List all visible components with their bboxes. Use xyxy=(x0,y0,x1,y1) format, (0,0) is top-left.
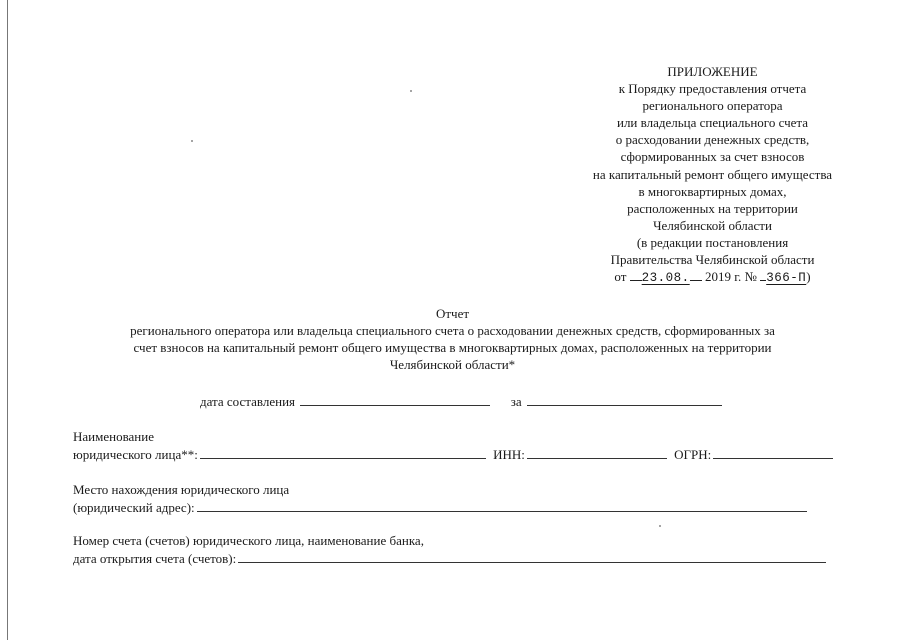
appendix-line: регионального оператора xyxy=(642,98,783,114)
date-label: дата составления xyxy=(200,394,295,409)
date-field[interactable] xyxy=(300,392,490,406)
appendix-line: о расходовании денежных средств, xyxy=(615,132,810,148)
account-label-line-1: Номер счета (счетов) юридического лица, наименование банка, xyxy=(73,533,424,548)
decree-date: 23.08. xyxy=(641,271,690,286)
inn-field[interactable] xyxy=(527,445,667,459)
entity-row xyxy=(73,445,833,463)
decree-date-pad xyxy=(690,268,702,281)
page-edge-line xyxy=(7,0,8,640)
address-row xyxy=(73,498,807,516)
decree-suffix: ) xyxy=(806,269,811,285)
decree-year: 2019 г. № xyxy=(704,269,757,285)
entity-name-field[interactable] xyxy=(200,445,486,459)
appendix-line: (в редакции постановления xyxy=(636,234,789,250)
appendix-line: в многоквартирных домах, xyxy=(638,183,787,199)
entity-label-line-1: Наименование xyxy=(73,429,154,444)
period-field[interactable] xyxy=(527,392,722,406)
appendix-title: ПРИЛОЖЕНИЕ xyxy=(667,64,758,79)
appendix-line: Челябинской области xyxy=(653,217,772,233)
appendix-line: расположенных на территории xyxy=(627,200,798,216)
appendix-line: сформированных за счет взносов xyxy=(620,149,805,165)
appendix-line: к Порядку предоставления отчета xyxy=(618,81,807,97)
decree-prefix: от xyxy=(614,269,627,285)
address-field[interactable] xyxy=(197,498,807,512)
account-label-line-2: дата открытия счета (счетов): xyxy=(73,551,237,566)
report-title-block xyxy=(60,305,845,373)
account-field[interactable] xyxy=(238,549,826,563)
appendix-line: на капитальный ремонт общего имущества xyxy=(592,166,833,182)
decree-date-line xyxy=(565,268,860,287)
ogrn-field[interactable] xyxy=(713,445,833,459)
report-subtitle-line: счет взносов на капитальный ремонт общего имущества в многоквартирных домах, расположенных на территории xyxy=(133,340,772,355)
decree-number: 366-П xyxy=(766,271,807,286)
report-title: Отчет xyxy=(435,306,470,321)
ogrn-label: ОГРН: xyxy=(674,447,712,462)
entity-label-line-2: юридического лица**: xyxy=(73,447,198,462)
period-label: за xyxy=(510,394,522,409)
address-label-line-2: (юридический адрес): xyxy=(73,500,195,515)
appendix-line: Правительства Челябинской области xyxy=(610,252,815,268)
account-row xyxy=(73,549,826,567)
appendix-header xyxy=(565,63,860,287)
scan-speck xyxy=(410,90,412,92)
appendix-line: или владельца специального счета xyxy=(616,115,808,131)
address-label-line-1: Место нахождения юридического лица xyxy=(73,482,290,497)
date-row xyxy=(200,392,722,410)
report-subtitle-line: регионального оператора или владельца специального счета о расходовании денежных средств, сформированных за xyxy=(130,323,775,338)
inn-label: ИНН: xyxy=(493,447,525,462)
scan-speck xyxy=(191,140,193,142)
report-subtitle-line: Челябинской области* xyxy=(389,357,516,372)
scan-speck xyxy=(659,525,661,527)
decree-date-pad xyxy=(630,268,642,281)
